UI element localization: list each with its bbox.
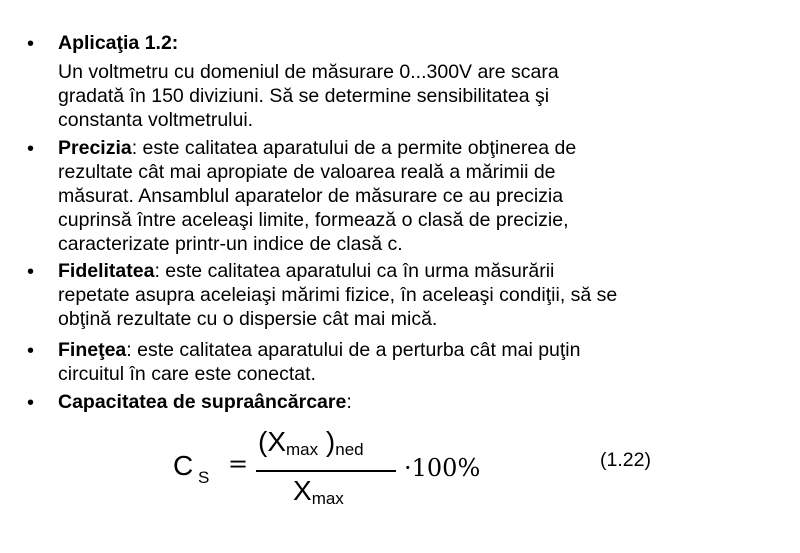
numerator-sub-max: max — [286, 440, 319, 459]
item-term: Capacitatea de supraâncărcare — [58, 391, 347, 413]
list-item-text — [58, 31, 778, 132]
list-item-text — [58, 390, 778, 414]
bullet-icon: • — [27, 392, 35, 414]
text-line: rezultate cât mai apropiate de valoarea reală a mărimii de — [58, 161, 556, 183]
equation-number: (1.22) — [600, 449, 651, 471]
formula-multiplier: ·100% — [404, 454, 481, 482]
text-line: cuprinsă între aceleaşi limite, formează o clasă de precizie, — [58, 209, 569, 231]
bullet-icon: • — [27, 340, 35, 362]
numerator-sub-ned: ned — [335, 440, 364, 459]
list-item-text — [58, 136, 778, 256]
text-line: : — [346, 391, 352, 413]
text-line: măsurat. Ansamblul aparatelor de măsurare ce au precizia — [58, 185, 564, 207]
numerator-close: ) — [325, 426, 336, 457]
item-title: Aplicaţia 1.2: — [58, 32, 179, 54]
denominator-sub-max: max — [311, 489, 344, 508]
formula-numerator — [258, 426, 364, 460]
fraction-bar — [256, 470, 396, 472]
formula-lhs-subscript: S — [198, 468, 210, 487]
item-term: Fidelitatea — [58, 260, 155, 282]
text-line: circuitul în care este conectat. — [58, 363, 316, 385]
bullet-icon: • — [27, 138, 35, 160]
text-line: constanta voltmetrului. — [58, 109, 254, 131]
text-line: Un voltmetru cu domeniul de măsurare 0...300V are scara — [58, 61, 559, 83]
text-line: obţină rezultate cu o dispersie cât mai mică. — [58, 308, 438, 330]
text-line: : este calitatea aparatului de a perturba cât mai puţin — [126, 339, 581, 361]
text-line: : este calitatea aparatului ca în urma măsurării — [154, 260, 555, 282]
numerator-open: (X — [258, 426, 286, 457]
formula-denominator — [293, 475, 344, 509]
text-line: gradată în 150 diviziuni. Să se determine sensibilitatea şi — [58, 85, 550, 107]
text-line: : este calitatea aparatului de a permite obţinerea de — [131, 137, 577, 159]
item-term: Precizia — [58, 137, 132, 159]
denominator-x: X — [293, 475, 312, 506]
text-line: repetate asupra aceleiaşi mărimi fizice, în aceleaşi condiţii, să se — [58, 284, 618, 306]
formula-lhs: C — [173, 450, 194, 481]
bullet-icon: • — [27, 261, 35, 283]
bullet-icon: • — [27, 33, 35, 55]
item-term: Fineţea — [58, 339, 127, 361]
list-item-text — [58, 338, 778, 386]
list-item-text — [58, 259, 778, 331]
formula — [0, 420, 800, 530]
text-line: caracterizate printr-un indice de clasă c. — [58, 233, 403, 255]
formula-equals: = — [228, 450, 249, 478]
